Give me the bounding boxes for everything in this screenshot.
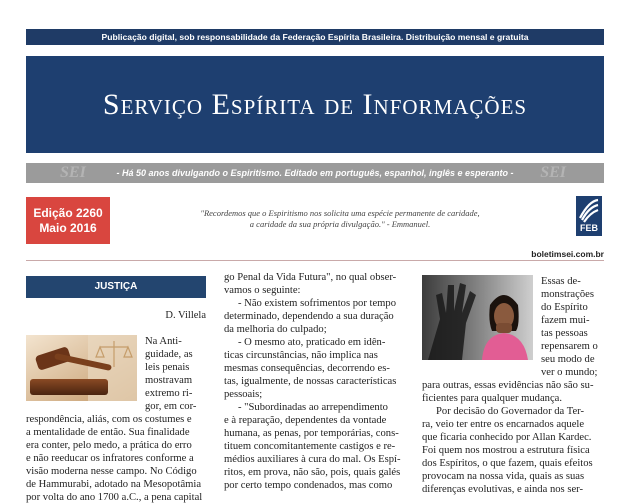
text-line: ticas circunstâncias, não implica nas [224,350,378,361]
masthead [26,56,604,153]
text-line: ver o mundo; [541,367,598,378]
text-line: leis penais [145,362,190,373]
column-2 [224,271,410,492]
text-line: tituem concomitantemente castigos e re- [224,441,396,452]
gavel-photo [26,335,137,401]
header-divider [26,260,604,261]
text-line: era conter, pelo medo, a prática do erro [26,440,192,451]
watermark-right: SEI [540,164,566,181]
text-line: repensarem o [541,341,598,352]
section-heading: JUSTIÇA [26,276,206,298]
text-line: e à reparação, dependentes da vontade [224,415,387,426]
frightened-woman-image-icon [422,275,533,360]
text-line: guidade, as [145,349,193,360]
text-line: a mentalidade de então. Sua finalidade [26,427,190,438]
feb-logo [576,196,602,236]
text-line: de Hammurabi, adotado na Mesopotâmia [26,479,202,490]
text-line: provocam na nossa vida, quais as suas [422,471,585,482]
text-line: Essas de- [541,276,581,287]
text-line: - "Subordinadas ao arrependimento [238,402,388,413]
text-line: do Espírito [541,302,588,313]
column-1-wrap [145,335,206,413]
quote-line-1: "Recordemos que o Espiritismo nos solicita uma espécie permanente de caridade, [200,208,480,218]
text-line: tas pessoas [541,328,588,339]
feb-logo-text: FEB [580,223,598,233]
column-3-wrap [541,275,604,379]
text-line: mostravam [145,375,193,386]
text-line: por volta do ano 1700 a.C., a pena capital [26,492,203,503]
text-line: - Não existem sofrimentos por tempo [238,298,396,309]
text-line: e não reeducar os infratores conforme a [26,453,194,464]
text-line: respondência, aliás, com os costumes e [26,414,192,425]
article-author: D. Villela [165,310,206,321]
text-line: ritos, em prova, não são, pois, quais galés [224,467,401,478]
text-line: que ficaria conhecido por Allan Kardec. [422,432,592,443]
column-1-body [26,413,208,504]
text-line: humana, as penas, por temporárias, cons- [224,428,399,439]
text-line: pessoais; [224,389,263,400]
gavel-image-icon [26,335,137,401]
text-line: - O mesmo ato, praticado em idên- [238,337,386,348]
edition-badge [26,197,110,244]
text-line: extremo ri- [145,388,193,399]
tagline: - Há 50 anos divulgando o Espiritismo. Editado em português, espanhol, inglês e esperanto - [116,168,514,178]
text-line: seu modo de [541,354,595,365]
watermark-left: SEI [60,164,86,181]
text-line: determinado, dependendo a sua duração [224,311,394,322]
text-line: Por decisão do Governador da Ter- [436,406,584,417]
text-line: diferenças evolutivas, e ainda nos ser- [422,484,583,495]
text-line: da melhoria do culpado; [224,324,327,335]
text-line: fazem mui- [541,315,590,326]
text-line: por certo tempo condenados, mas como [224,480,393,491]
column-3-body [422,379,604,496]
website-link[interactable]: boletimsei.com.br [531,249,604,259]
edition-date: Maio 2016 [39,220,97,235]
text-line: monstrações [541,289,594,300]
edition-number: Edição 2260 [33,205,103,220]
publication-info-bar: Publicação digital, sob responsabilidade da Federação Espírita Brasileira. Distribuição mensal e gratuita [26,29,604,45]
text-line: Na Anti- [145,336,182,347]
text-line: gor, em cor- [145,401,197,412]
text-line: vamos o seguinte: [224,285,301,296]
text-line: go Penal da Vida Futura", no qual obser- [224,272,397,283]
text-line: tas, igualmente, de nossas características [224,376,397,387]
epigraph-quote [150,208,530,230]
text-line: médios auxiliares à cura do mal. Os Espí- [224,454,401,465]
tagline-bar [26,163,604,183]
text-line: mesmas consequências, decorrendo es- [224,363,390,374]
newsletter-title: Serviço Espírita de Informações [102,87,528,121]
quote-line-2: a caridade da sua própria divulgação." - Emmanuel. [249,219,431,229]
text-line: Foi quem nos mostrou a estrutura física [422,445,590,456]
text-line: visão moderna nesse campo. No Código [26,466,197,477]
text-line: para outras, essas evidências não são su- [422,380,594,391]
shadow-hand-photo [422,275,533,360]
text-line: ficientes para qualquer mudança. [422,393,563,404]
text-line: ra, veio ter entre os encarnados aquele [422,419,585,430]
text-line: dos Espíritos, o que fazem, quais efeitos [422,458,593,469]
